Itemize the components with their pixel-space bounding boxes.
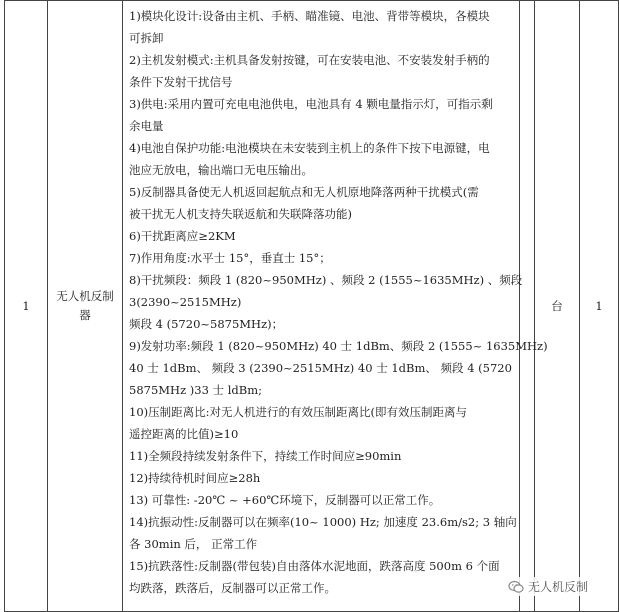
spec-line: 2)主机发射模式:主机具备发射按键，可在安装电池、不安装发射手柄的 <box>129 53 490 67</box>
quantity-value: 1 <box>595 299 603 313</box>
unit-value: 台 <box>551 299 563 313</box>
wechat-logo-icon <box>508 579 524 595</box>
spec-line: 14)抗振动性:反制器可以在频率(10~ 1000) Hz; 加速度 23.6m/s2; 3 轴向 <box>129 515 517 529</box>
spec-line: 40 士 1dBm、 频段 3 (2390~2515MHz) 40 士 1dBm、 频段 4 (5720 <box>129 361 512 375</box>
unit-cell <box>535 1 580 612</box>
spec-line: 9)发射功率:频段 1 (820~950MHz) 40 士 1dBm、频段 2 (1555~ 1635MHz) <box>129 339 548 353</box>
quantity-cell <box>580 1 619 612</box>
spec-line: 4)电池自保护功能:电池模块在未安装到主机上的条件下按下电源键，电 <box>129 141 490 155</box>
spec-line: 11)全频段持续发射条件下，持续工作时间应≥90min <box>129 449 402 463</box>
spec-line: 遥控距离的比值)≥10 <box>129 427 239 441</box>
spec-lines <box>129 5 548 599</box>
spec-line: 池应无放电，输出端口无电压输出。 <box>129 163 313 177</box>
spec-line: 7)作用角度:水平士 15°，垂直士 15°； <box>129 251 331 265</box>
spec-line: 10)压制距离比:对无人机进行的有效压制距离比(即有效压制距离与 <box>129 405 467 419</box>
spec-line: 余电量 <box>129 119 164 133</box>
table-row <box>5 1 619 612</box>
spec-line: 5)反制器具备使无人机返回起航点和无人机原地降落两种干扰模式(需 <box>129 185 479 199</box>
spec-table <box>4 0 619 612</box>
blank-cell <box>520 1 535 612</box>
product-name-cell <box>48 1 123 612</box>
spec-line: 条件下发射干扰信号 <box>129 75 233 89</box>
spec-line: 3(2390~2515MHz) <box>129 295 242 309</box>
row-index-cell <box>5 1 48 612</box>
watermark <box>506 577 590 596</box>
watermark-text: 无人机反制 <box>527 580 588 594</box>
spec-line: 5875MHz )33 士 ldBm; <box>129 383 262 397</box>
spec-line: 频段 4 (5720~5875MHz)； <box>129 317 284 331</box>
spec-line: 1)模块化设计:设备由主机、手柄、瞄准镜、电池、背带等模块，各模块 <box>129 9 490 23</box>
spec-line: 可拆卸 <box>129 31 164 45</box>
product-name-line-1: 无人机反制 <box>56 289 114 303</box>
spec-line: 13) 可靠性: -20℃ ~ +60℃环境下，反制器可以正常工作。 <box>129 493 441 507</box>
row-index: 1 <box>22 299 30 313</box>
spec-line: 6)干扰距离应≥2KM <box>129 229 236 243</box>
spec-line: 15)抗跌落性:反制器(带包装)自由落体水泥地面，跌落高度 500m 6 个面 <box>129 559 500 573</box>
spec-line: 被干扰无人机支持失联返航和失联降落功能) <box>129 207 352 221</box>
spec-line: 8)干扰频段：频段 1 (820~950MHz) 、频段 2 (1555~1635MHz) 、频段 <box>129 273 523 287</box>
spec-line: 均跌落，跌落后，反制器可以正常工作。 <box>129 581 336 595</box>
spec-line: 3)供电:采用内置可充电电池供电，电池具有 4 颗电量指示灯，可指示剩 <box>129 97 493 111</box>
product-name-line-2: 器 <box>79 308 91 322</box>
spec-line: 各 30min 后， 正常工作 <box>129 537 258 551</box>
spec-line: 12)持续待机时间应≥28h <box>129 471 261 485</box>
spec-description-cell <box>123 1 548 612</box>
